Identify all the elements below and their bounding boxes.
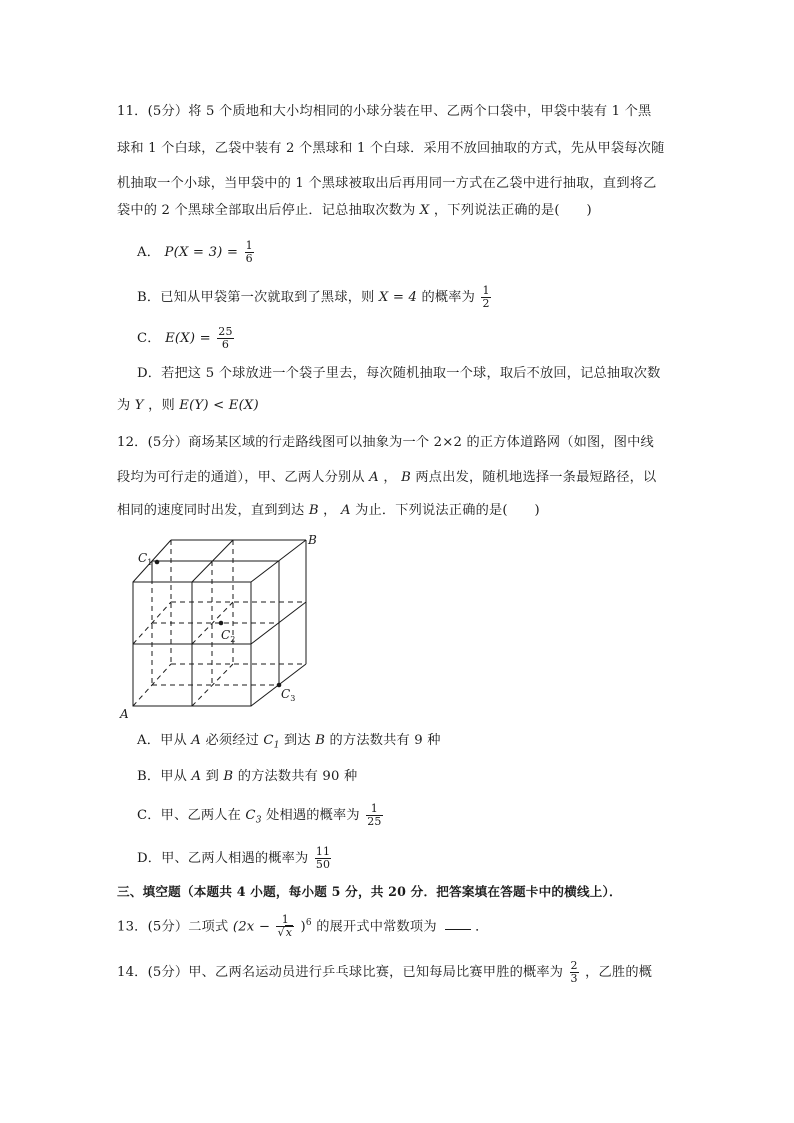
q12-var-b: B <box>308 503 319 518</box>
fraction-numerator: 1 <box>276 914 294 927</box>
q12-comma: ， <box>383 470 397 485</box>
q14-text-2: ，乙胜的概 <box>585 965 653 980</box>
option-c-fraction <box>366 803 382 828</box>
label-a: A <box>120 707 129 721</box>
q12-var-a: A <box>369 470 379 485</box>
q13-end: ． <box>475 919 489 935</box>
q11-line-3: 机抽取一个小球，当甲袋中的 1 个黑球被取出后再用同一方式在乙袋中进行抽取，直到将乙 <box>117 176 657 191</box>
label-c1-letter: C <box>138 551 148 565</box>
option-b-fraction <box>481 285 490 310</box>
point-c2 <box>219 621 224 626</box>
option-a-expr: P(X = 3) = <box>164 245 239 260</box>
fraction-numerator: 2 <box>570 959 578 972</box>
q13-text-2: 的展开式中常数项为 <box>316 919 437 935</box>
q14-fraction <box>570 960 579 985</box>
option-c-var-c <box>245 808 262 826</box>
q13-line <box>117 913 489 939</box>
option-b-var-b: B <box>223 769 234 784</box>
option-a-var-c <box>263 733 280 751</box>
q11-line-1: 11．(5分）将 5 个质地和大小均相同的小球分装在甲、乙两个口袋中，甲袋中装有 1 个黑 <box>117 104 652 119</box>
fraction-numerator: 25 <box>218 325 233 338</box>
q11-option-c <box>137 326 236 351</box>
q13-expr-close: ) <box>300 919 306 935</box>
option-a-var-a: A <box>191 733 202 748</box>
option-a-c-sub: 1 <box>273 740 280 751</box>
q12-var-a: A <box>340 503 351 518</box>
q12-grid-size: 2×2 <box>433 435 463 450</box>
q12-line-2 <box>117 468 656 488</box>
option-c-expr: E(X) = <box>165 331 211 346</box>
option-a-c: C <box>263 733 274 748</box>
option-b-expr: X = 4 <box>378 290 418 305</box>
label-c3-sub: 3 <box>290 694 296 703</box>
q13-text: 13．(5分）二项式 <box>117 919 229 935</box>
option-c-text-2: 处相遇的概率为 <box>266 808 360 823</box>
label-c1 <box>138 551 152 567</box>
label-c2-sub: 2 <box>230 635 236 644</box>
option-c-c: C <box>245 808 256 823</box>
option-c-c-sub: 3 <box>255 815 262 826</box>
sqrt-radicand: x <box>285 926 293 940</box>
q12-line-1-tail: 的正方体道路网（如图，图中线 <box>466 435 654 450</box>
label-c2-letter: C <box>221 628 231 642</box>
fraction-denominator: 6 <box>221 338 230 351</box>
q12-comma: ， <box>323 503 337 518</box>
q12-line-1-text: 12．(5分）商场某区域的行走路线图可以抽象为一个 <box>117 435 430 450</box>
q12-line-3-tail: 为止．下列说法正确的是( ) <box>355 503 540 518</box>
option-b-text-3: 的方法数共有 90 种 <box>237 769 358 784</box>
fraction-numerator: 11 <box>315 845 331 858</box>
option-a-fraction <box>245 240 254 265</box>
q12-line-2-text: 段均为可行走的通道），甲、乙两人分别从 <box>117 470 365 485</box>
option-a-text-4: 的方法数共有 9 种 <box>329 733 441 748</box>
q13-exponent: 6 <box>305 918 312 928</box>
q11-line-2: 球和 1 个白球，乙袋中装有 2 个黑球和 1 个白球．采用不放回抽取的方式，先从甲袋每次随 <box>117 141 665 156</box>
fraction-denominator: 2 <box>482 297 490 310</box>
label-c3-letter: C <box>281 687 291 701</box>
q14-text: 14．(5分）甲、乙两名运动员进行乒乓球比赛，已知每局比赛甲胜的概率为 <box>117 965 564 980</box>
label-b: B <box>308 533 317 547</box>
option-a-var-b: B <box>315 733 326 748</box>
section-3-title: 三、填空题（本题共 4 小题，每小题 5 分，共 20 分．把答案填在答题卡中的横线上）． <box>117 884 622 899</box>
label-c1-sub: 1 <box>147 558 153 567</box>
q13-answer-blank <box>445 917 471 930</box>
q12-line-1 <box>117 433 654 453</box>
option-d-text-2: ，则 <box>148 398 175 413</box>
point-c1 <box>155 560 160 565</box>
option-a-text-2: 必须经过 <box>205 733 259 748</box>
option-c-fraction <box>217 326 233 351</box>
option-d-text: 为 <box>117 398 131 413</box>
q12-option-d <box>137 846 333 871</box>
q12-option-c <box>137 803 385 831</box>
q11-line-4-tail: ，下列说法正确的是( ) <box>433 203 592 218</box>
fraction-numerator: 1 <box>482 284 490 297</box>
q12-var-b: B <box>401 470 412 485</box>
fraction-numerator: 1 <box>366 803 382 816</box>
option-d-expr: E(Y) < E(X) <box>179 398 259 413</box>
q12-line-3-text: 相同的速度同时出发，直到到达 <box>117 503 305 518</box>
fraction-denominator: √x <box>277 926 293 940</box>
q11-var-x: X <box>419 203 430 218</box>
fraction-denominator: 6 <box>245 252 253 265</box>
fraction-denominator: 50 <box>315 858 331 871</box>
q12-line-2-tail: 两点出发，随机地选择一条最短路径，以 <box>415 470 657 485</box>
cube-grid-figure <box>118 532 318 722</box>
q11-option-a <box>137 240 256 265</box>
q11-line-4 <box>117 201 592 221</box>
q11-line-4-text: 袋中的 2 个黑球全部取出后停止．记总抽取次数为 <box>117 203 416 218</box>
option-a-text-3: 到达 <box>284 733 311 748</box>
option-b-var-a: A <box>191 769 202 784</box>
option-b-text-2: 到 <box>205 769 219 784</box>
option-c-text: C．甲、乙两人在 <box>137 808 242 823</box>
q11-option-d-line-2 <box>117 396 259 416</box>
option-a-prefix: A． <box>137 245 161 260</box>
option-d-text: D．甲、乙两人相遇的概率为 <box>137 851 309 866</box>
q12-option-a <box>137 731 441 756</box>
option-d-var-y: Y <box>134 398 144 413</box>
label-c3 <box>281 687 295 703</box>
q12-option-b <box>137 767 357 787</box>
q14-line <box>117 960 652 985</box>
q13-fraction <box>276 914 294 939</box>
option-b-text: B．甲从 <box>137 769 188 784</box>
fraction-denominator: 25 <box>367 815 382 828</box>
q13-expr-open: (2x − <box>232 919 271 935</box>
q12-line-3 <box>117 501 540 521</box>
option-d-fraction <box>315 846 331 871</box>
option-b-text: B．已知从甲袋第一次就取到了黑球，则 <box>137 290 375 305</box>
q11-option-b <box>137 285 493 310</box>
option-a-text: A．甲从 <box>137 733 187 748</box>
q11-option-d-line-1: D．若把这 5 个球放进一个袋子里去，每次随机抽取一个球，取后不放回，记总抽取次数 <box>137 366 661 381</box>
fraction-numerator: 1 <box>245 239 253 252</box>
fraction-denominator: 3 <box>570 972 578 985</box>
option-b-text-2: 的概率为 <box>421 290 476 305</box>
option-c-prefix: C． <box>137 331 161 346</box>
